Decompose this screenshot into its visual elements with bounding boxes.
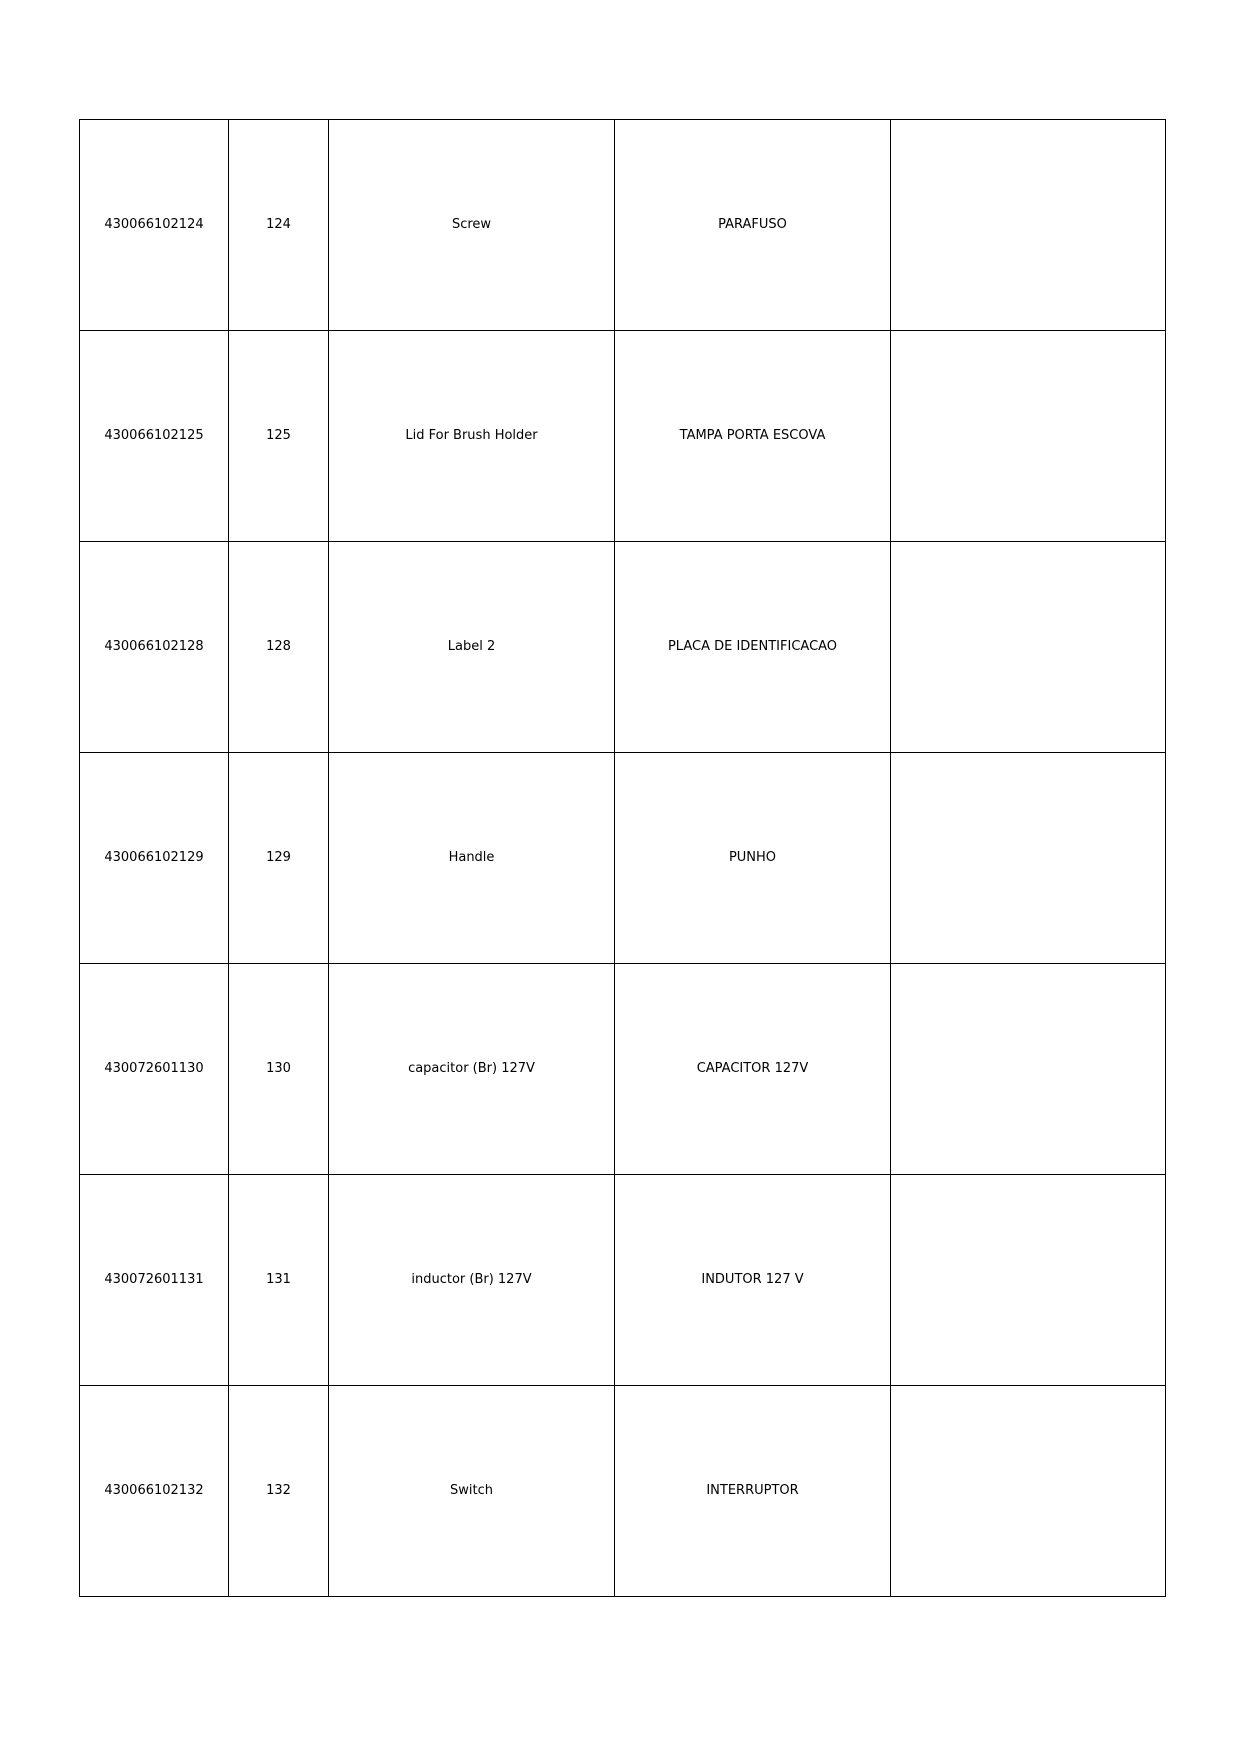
description-pt-cell: TAMPA PORTA ESCOVA [615, 331, 891, 542]
position-number-cell: 125 [229, 331, 329, 542]
description-pt-cell: PLACA DE IDENTIFICACAO [615, 542, 891, 753]
description-en-cell: Lid For Brush Holder [329, 331, 615, 542]
description-en-cell: Handle [329, 753, 615, 964]
description-pt-cell: INDUTOR 127 V [615, 1175, 891, 1386]
part-code-cell: 430072601131 [80, 1175, 229, 1386]
table-row [80, 753, 1166, 964]
part-code-cell: 430066102129 [80, 753, 229, 964]
empty-cell [891, 1386, 1166, 1597]
part-code-cell: 430066102132 [80, 1386, 229, 1597]
description-en-cell: capacitor (Br) 127V [329, 964, 615, 1175]
description-en-cell: Switch [329, 1386, 615, 1597]
part-code-cell: 430066102128 [80, 542, 229, 753]
description-pt-cell: CAPACITOR 127V [615, 964, 891, 1175]
table-row [80, 331, 1166, 542]
position-number-cell: 132 [229, 1386, 329, 1597]
table-row [80, 1386, 1166, 1597]
empty-cell [891, 753, 1166, 964]
position-number-cell: 131 [229, 1175, 329, 1386]
position-number-cell: 129 [229, 753, 329, 964]
description-pt-cell: PARAFUSO [615, 120, 891, 331]
part-code-cell: 430066102124 [80, 120, 229, 331]
empty-cell [891, 120, 1166, 331]
table-row [80, 1175, 1166, 1386]
position-number-cell: 130 [229, 964, 329, 1175]
position-number-cell: 128 [229, 542, 329, 753]
description-pt-cell: PUNHO [615, 753, 891, 964]
empty-cell [891, 542, 1166, 753]
description-pt-cell: INTERRUPTOR [615, 1386, 891, 1597]
part-code-cell: 430072601130 [80, 964, 229, 1175]
empty-cell [891, 964, 1166, 1175]
description-en-cell: inductor (Br) 127V [329, 1175, 615, 1386]
table-row [80, 964, 1166, 1175]
table-row [80, 120, 1166, 331]
description-en-cell: Screw [329, 120, 615, 331]
description-en-cell: Label 2 [329, 542, 615, 753]
empty-cell [891, 1175, 1166, 1386]
position-number-cell: 124 [229, 120, 329, 331]
table-row [80, 542, 1166, 753]
empty-cell [891, 331, 1166, 542]
parts-table [79, 119, 1166, 1597]
part-code-cell: 430066102125 [80, 331, 229, 542]
